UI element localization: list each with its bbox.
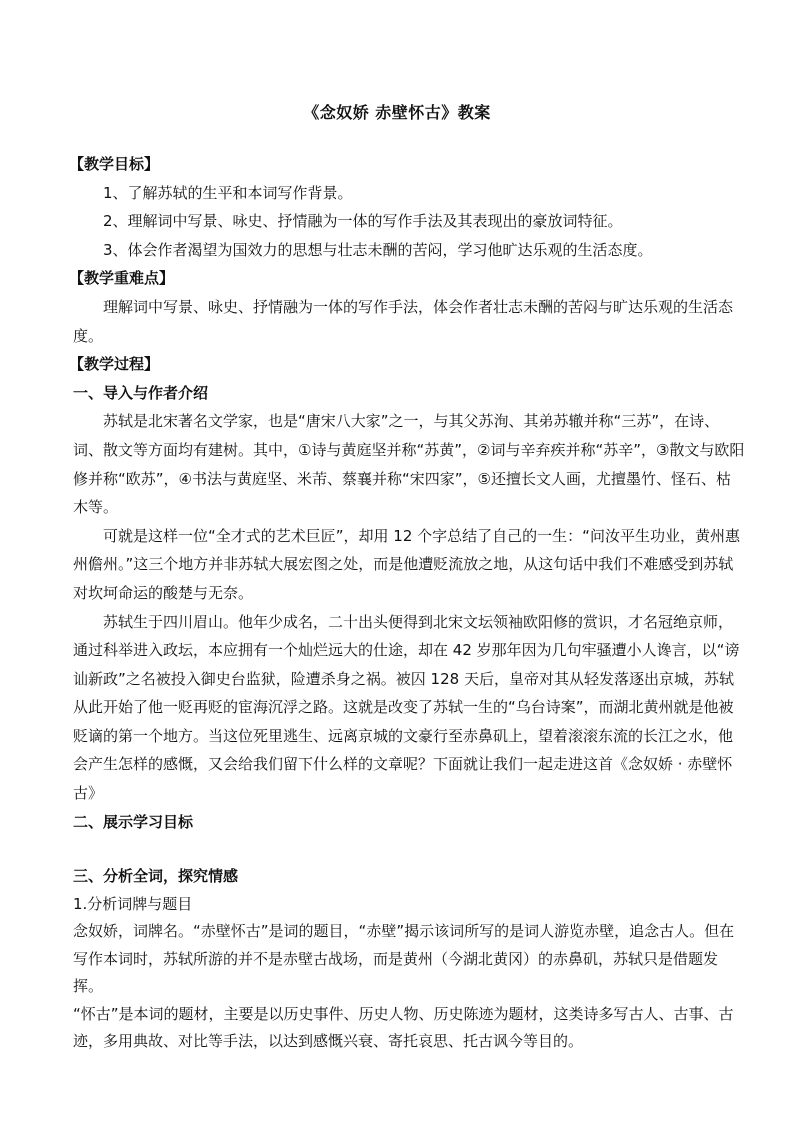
goal-item-1: 1、了解苏轼的生平和本词写作背景。 — [103, 183, 353, 202]
document-body — [69, 150, 745, 1056]
section-3-paragraph-1: 念奴娇，词牌名。“赤壁怀古”是词的题目，“赤壁”揭示该词所写的是词人游览赤壁，追念古人。但在写作本词时，苏轼所游的并不是赤壁古战场，而是黄州（今湖北黄冈）的赤鼻矶，苏轼只是借题发挥。 — [73, 922, 735, 996]
section-3-subheading: 1.分析词牌与题目 — [73, 894, 193, 913]
section-1-paragraph-3: 苏轼生于四川眉山。他年少成名，二十出头便得到北宋文坛领袖欧阳修的赏识，才名冠绝京师，通过科举进入政坛，本应拥有一个灿烂远大的仕途，却在 42 岁那年因为几句牢骚遭小人谗言，以“谤讪新政”之名被投入御史台监狱，险遭杀身之祸。被囚 128 天后，皇帝对其从轻发落逐出京城，苏轼从此开始了他一贬再贬的宦海沉浮之路。这就是改变了苏轼一生的“乌台诗案”，而湖北黄州就是他被贬谪的第一个地方。当这位死里逃生、远离京城的文豪行至赤鼻矶上，望着滚滚东流的长江之水，他会产生怎样的感慨，又会给我们留下什么样的文章呢？下面就让我们一起走进这首《念奴娇 · 赤壁怀古》 — [73, 612, 740, 803]
goals-heading: 【教学目标】 — [69, 155, 160, 173]
key-points-heading: 【教学重难点】 — [69, 269, 175, 288]
section-1-paragraph-1: 苏轼是北宋著名文学家，也是“唐宋八大家”之一，与其父苏洵、其弟苏辙并称“三苏”，在诗、词、散文等方面均有建树。其中，①诗与黄庭坚并称“苏黄”，②词与辛弃疾并称“苏辛”，③散文与欧阳修并称“欧苏”，④书法与黄庭坚、米芾、蔡襄并称“宋四家”，⑤还擅长文人画，尤擅墨竹、怪石、枯木等。 — [73, 412, 745, 517]
key-points-text: 理解词中写景、咏史、抒情融为一体的写作手法，体会作者壮志未酬的苦闷与旷达乐观的生活态度。 — [73, 297, 734, 345]
goal-item-3: 3、体会作者渴望为国效力的思想与壮志未酬的苦闷，学习他旷达乐观的生活态度。 — [103, 240, 653, 259]
process-heading: 【教学过程】 — [69, 355, 160, 374]
section-1-heading: 一、导入与作者介绍 — [73, 383, 209, 402]
blank-space — [73, 836, 745, 862]
goal-item-2: 2、理解词中写景、咏史、抒情融为一体的写作手法及其表现出的豪放词特征。 — [103, 212, 623, 231]
section-2-heading: 二、展示学习目标 — [73, 812, 194, 831]
section-1-paragraph-2: 可就是这样一位“全才式的艺术巨匠”，却用 12 个字总结了自己的一生：“问汝平生功业，黄州惠州儋州。”这三个地方并非苏轼大展宏图之处，而是他遭贬流放之地，从这句话中我们不难感受到苏轼对坎坷命运的酸楚与无奈。 — [73, 526, 740, 602]
section-3-heading: 三、分析全词，探究情感 — [73, 867, 239, 886]
document-title: 《念奴娇 赤壁怀古》教案 — [303, 103, 491, 122]
section-3-paragraph-2: “怀古”是本词的题材，主要是以历史事件、历史人物、历史陈迹为题材，这类诗多写古人、古事、古迹，多用典故、对比等手法，以达到感慨兴衰、寄托哀思、托古讽今等目的。 — [73, 1004, 734, 1051]
